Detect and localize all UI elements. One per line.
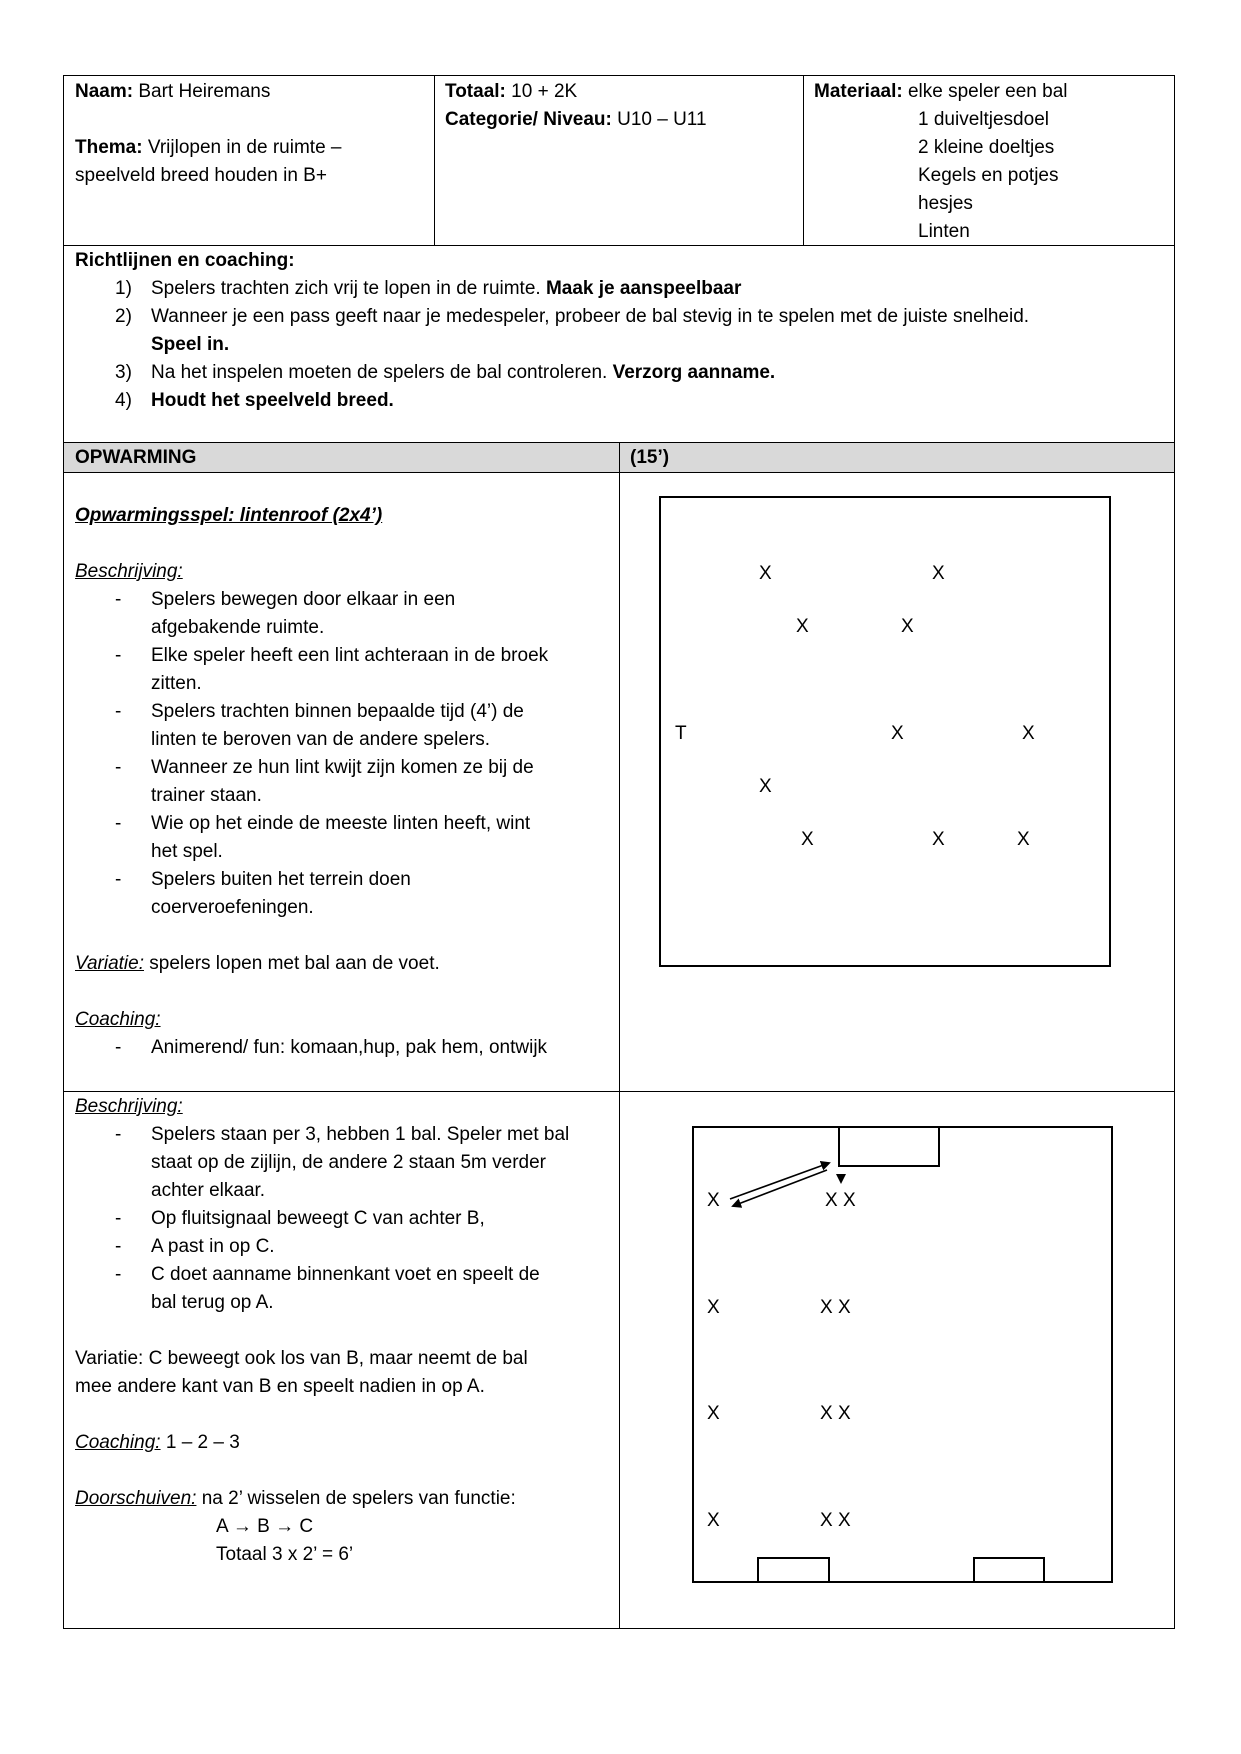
player-marker: X (759, 776, 772, 797)
category-value: U10 – U11 (617, 109, 707, 130)
bullet-dash: - (115, 757, 122, 778)
player-bc-marker: X X (825, 1190, 856, 1211)
player-marker: X (759, 563, 772, 584)
material-item: hesjes (918, 193, 973, 214)
bullet-dash: - (115, 869, 122, 890)
exercise-bullet-cont: bal terug op A. (151, 1292, 274, 1313)
warmup-bullet-cont: afgebakende ruimte. (151, 617, 325, 638)
player-a-marker: X (707, 1190, 720, 1211)
player-a-marker: X (707, 1403, 720, 1424)
exercise-bullet: A past in op C. (151, 1236, 275, 1257)
player-marker: X (1022, 723, 1035, 744)
guideline-num: 2) (115, 306, 132, 327)
player-marker: X (932, 563, 945, 584)
small-goal-left (757, 1557, 830, 1583)
guidelines-title: Richtlijnen en coaching: (75, 250, 295, 271)
warmup-variation: Variatie: spelers lopen met bal aan de voet. (75, 953, 440, 974)
warmup-bullet-cont: coerveroefeningen. (151, 897, 314, 918)
name-value: Bart Heiremans (138, 81, 271, 102)
warmup-bullet: Spelers trachten binnen bepaalde tijd (4’) de (151, 701, 524, 722)
theme-line (75, 135, 341, 160)
bullet-dash: - (115, 1037, 122, 1058)
exercise-variation-cont: mee andere kant van B en speelt nadien in op A. (75, 1376, 485, 1397)
exercise-rotation: A → B → C (216, 1516, 314, 1537)
theme-line-2: speelveld breed houden in B+ (75, 165, 327, 186)
return-arrow (733, 1170, 827, 1206)
warmup-duration: (15’) (630, 447, 670, 468)
bullet-dash: - (115, 1236, 122, 1257)
bullet-dash: - (115, 1264, 122, 1285)
exercise-bullet-cont: staat op de zijlijn, de andere 2 staan 5m verder (151, 1152, 547, 1173)
player-marker: X (932, 829, 945, 850)
exercise-bullet-cont: achter elkaar. (151, 1180, 266, 1201)
warmup-coaching-label: Coaching: (75, 1009, 161, 1030)
exercise-total: Totaal 3 x 2’ = 6’ (216, 1544, 354, 1565)
guidelines-cell (63, 245, 1175, 443)
warmup-bullet-cont: het spel. (151, 841, 223, 862)
guideline-num: 3) (115, 362, 132, 383)
material-item: elke speler een bal (907, 81, 1068, 102)
trainer-marker: T (675, 723, 687, 744)
material-item: 2 kleine doeltjes (918, 137, 1055, 158)
run-arrowhead (836, 1174, 846, 1184)
bullet-dash: - (115, 589, 122, 610)
warmup-coaching-bullet: Animerend/ fun: komaan,hup, pak hem, ontwijk (151, 1037, 548, 1058)
material-item: Kegels en potjes (918, 165, 1059, 186)
warmup-bullet-cont: trainer staan. (151, 785, 262, 806)
guideline-item-bold: Speel in. (151, 334, 230, 355)
total-line (445, 79, 577, 104)
bullet-dash: - (115, 1208, 122, 1229)
bullet-dash: - (115, 1124, 122, 1145)
exercise-bullet: C doet aanname binnenkant voet en speelt de (151, 1264, 540, 1285)
player-marker: X (901, 616, 914, 637)
total-value: 10 + 2K (511, 81, 578, 102)
bullet-dash: - (115, 813, 122, 834)
exercise-bullet: Op fluitsignaal beweegt C van achter B, (151, 1208, 485, 1229)
guideline-num: 1) (115, 278, 132, 299)
guideline-item: Houdt het speelveld breed. (151, 390, 394, 411)
warmup-desc-label: Beschrijving: (75, 561, 183, 582)
player-bc-marker: X X (820, 1403, 851, 1424)
warmup-bullet: Elke speler heeft een lint achteraan in de broek (151, 645, 549, 666)
material-item: 1 duiveltjesdoel (918, 109, 1049, 130)
exercise-bullet: Spelers staan per 3, hebben 1 bal. Speler met bal (151, 1124, 570, 1145)
warmup-bullet-cont: zitten. (151, 673, 202, 694)
pass-arrow (730, 1163, 829, 1199)
category-label: Categorie/ Niveau: (445, 109, 612, 130)
player-marker: X (891, 723, 904, 744)
guideline-item: Na het inspelen moeten de spelers de bal controleren. Verzorg aanname. (151, 362, 776, 383)
exercise-variation: Variatie: C beweegt ook los van B, maar neemt de bal (75, 1348, 528, 1369)
theme-label: Thema: (75, 137, 143, 158)
player-a-marker: X (707, 1510, 720, 1531)
warmup-field (659, 496, 1111, 967)
player-bc-marker: X X (820, 1297, 851, 1318)
warmup-game-title: Opwarmingsspel: lintenroof (2x4’) (75, 505, 383, 526)
warmup-header-right (619, 442, 1175, 473)
player-bc-marker: X X (820, 1510, 851, 1531)
warmup-bullet: Wanneer ze hun lint kwijt zijn komen ze bij de (151, 757, 534, 778)
player-marker: X (1017, 829, 1030, 850)
guideline-item: Spelers trachten zich vrij te lopen in de ruimte. Maak je aanspeelbaar (151, 278, 742, 299)
guideline-num: 4) (115, 390, 132, 411)
exercise-coaching: Coaching: 1 – 2 – 3 (75, 1432, 240, 1453)
exercise-desc-label: Beschrijving: (75, 1096, 183, 1117)
bullet-dash: - (115, 701, 122, 722)
player-marker: X (801, 829, 814, 850)
material-line (814, 79, 1067, 104)
name-label: Naam: (75, 81, 134, 102)
bullet-dash: - (115, 645, 122, 666)
small-goal-right (973, 1557, 1045, 1583)
category-line (445, 107, 707, 132)
warmup-bullet-cont: linten te beroven van de andere spelers. (151, 729, 491, 750)
exercise-rotate: Doorschuiven: na 2’ wisselen de spelers van functie: (75, 1488, 516, 1509)
player-a-marker: X (707, 1297, 720, 1318)
theme-value: Vrijlopen in de ruimte – (147, 137, 342, 158)
guideline-item: Wanneer je een pass geeft naar je medespeler, probeer de bal stevig in te spelen met de juiste snelheid. (151, 306, 1030, 327)
warmup-bullet: Wie op het einde de meeste linten heeft, wint (151, 813, 531, 834)
warmup-title: OPWARMING (75, 447, 197, 468)
warmup-bullet: Spelers buiten het terrein doen (151, 869, 411, 890)
warmup-bullet: Spelers bewegen door elkaar in een (151, 589, 456, 610)
total-label: Totaal: (445, 81, 506, 102)
player-marker: X (796, 616, 809, 637)
material-label: Materiaal: (814, 81, 903, 102)
material-item: Linten (918, 221, 970, 242)
name-line (75, 79, 270, 104)
